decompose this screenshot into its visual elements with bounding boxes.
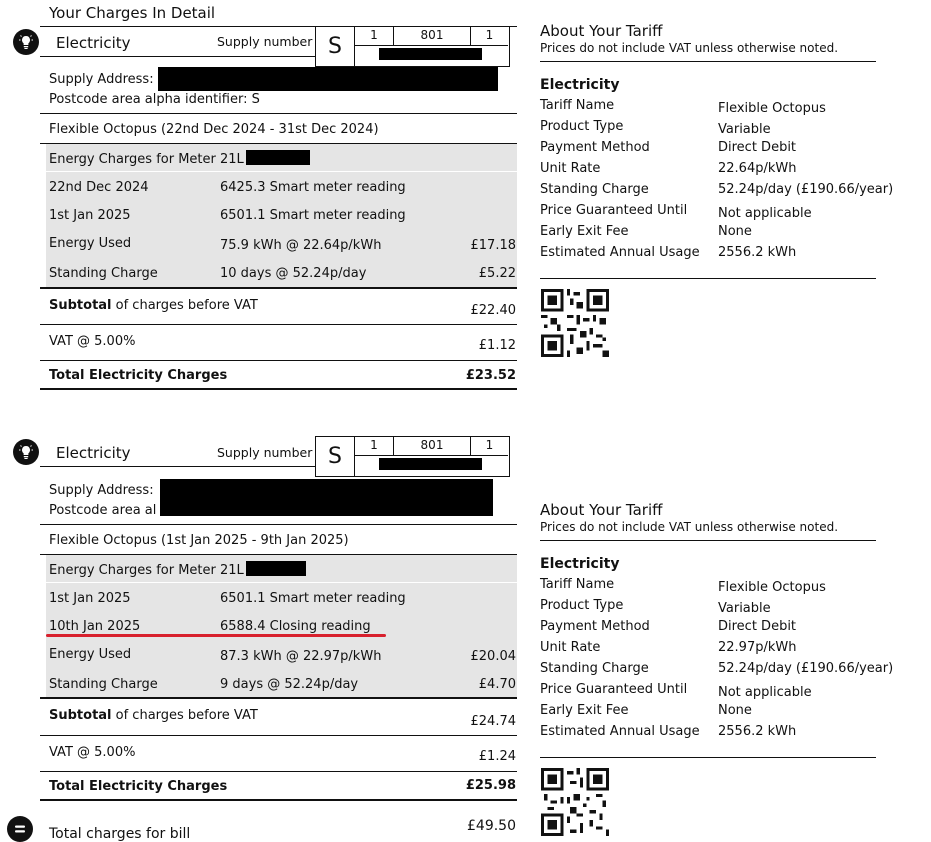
section-1-postcode-label: Postcode area alpha identifier: S	[49, 92, 260, 107]
section-1-total-amount: £23.52	[465, 368, 516, 383]
section-2-address-label: Supply Address:	[49, 483, 154, 498]
section-1-reading2-desc: 6501.1 Smart meter reading	[220, 208, 406, 223]
section-2-reading1-date: 1st Jan 2025	[49, 591, 131, 606]
supply-s-cell: S	[316, 437, 355, 476]
supply-cell-3: 1	[471, 437, 508, 456]
supply-cell-1: 1	[355, 437, 394, 456]
tariff-key: Unit Rate	[540, 640, 601, 655]
rule	[46, 171, 517, 172]
section-2-standing-amount: £4.70	[478, 677, 516, 692]
tariff-key: Payment Method	[540, 619, 650, 634]
redacted-supply-digits	[379, 48, 482, 60]
tariff-value: None	[718, 703, 752, 718]
tariff-2-title: About Your Tariff	[540, 501, 663, 519]
tariff-key: Estimated Annual Usage	[540, 724, 700, 739]
section-2-meter-label: Energy Charges for Meter 21L	[49, 563, 244, 578]
tariff-value: Not applicable	[718, 685, 812, 700]
supply-cell-3: 1	[471, 27, 508, 46]
section-2-subtotal-label	[49, 708, 258, 723]
section-1-meter-label: Energy Charges for Meter 21L	[49, 152, 244, 167]
redacted-meter	[246, 150, 310, 165]
tariff-value: 52.24p/day (£190.66/year)	[718, 182, 894, 197]
tariff-value: Flexible Octopus	[718, 580, 826, 595]
section-2-reading2-desc: 6588.4 Closing reading	[220, 619, 371, 634]
tariff-value: 52.24p/day (£190.66/year)	[718, 661, 894, 676]
section-2-reading1-desc: 6501.1 Smart meter reading	[220, 591, 406, 606]
tariff-1-title: About Your Tariff	[540, 22, 663, 40]
supply-cell-2: 801	[394, 27, 471, 46]
section-2-energy-label: Energy Used	[49, 647, 132, 662]
tariff-value: Variable	[718, 601, 771, 616]
rule	[40, 466, 315, 467]
section-1-supply-label: Supply number	[217, 34, 313, 49]
redacted-address	[158, 67, 498, 91]
rule	[40, 524, 517, 525]
bill-total-label: Total charges for bill	[49, 826, 191, 842]
section-1-period: Flexible Octopus (22nd Dec 2024 - 31st Dec 2024)	[49, 122, 379, 137]
rule	[540, 61, 876, 62]
tariff-value: 22.97p/kWh	[718, 640, 797, 655]
section-1-energy-amount: £17.18	[470, 238, 516, 253]
section-1-subtotal-label	[49, 298, 258, 313]
tariff-key: Tariff Name	[540, 98, 615, 113]
rule	[40, 113, 517, 114]
section-1-reading1-desc: 6425.3 Smart meter reading	[220, 180, 406, 195]
rule	[40, 324, 517, 325]
rule	[40, 56, 315, 57]
section-1-reading1-date: 22nd Dec 2024	[49, 180, 149, 195]
section-2-header: Electricity	[56, 444, 131, 462]
section-2-reading2-date: 10th Jan 2025	[49, 619, 141, 634]
rule	[40, 287, 517, 289]
equals-icon	[7, 816, 33, 842]
lightbulb-icon	[13, 439, 39, 465]
tariff-value: Direct Debit	[718, 140, 797, 155]
tariff-value: Direct Debit	[718, 619, 797, 634]
tariff-key: Price Guaranteed Until	[540, 682, 688, 697]
supply-s-cell: S	[316, 27, 355, 66]
rule	[540, 757, 876, 758]
section-1-address-label: Supply Address:	[49, 72, 154, 87]
rule	[540, 278, 876, 279]
section-1-energy-label: Energy Used	[49, 236, 132, 251]
tariff-key: Unit Rate	[540, 161, 601, 176]
rule	[40, 735, 517, 736]
tariff-key: Payment Method	[540, 140, 650, 155]
section-1-standing-desc: 10 days @ 52.24p/day	[220, 266, 367, 281]
rule	[40, 799, 517, 801]
subtotal-bold: Subtotal	[49, 298, 112, 313]
tariff-value: Variable	[718, 122, 771, 137]
redacted-address	[160, 479, 493, 516]
subtotal-bold: Subtotal	[49, 708, 112, 723]
tariff-key: Early Exit Fee	[540, 703, 629, 718]
section-1-header: Electricity	[56, 34, 131, 52]
section-2-total-amount: £25.98	[465, 778, 516, 793]
tariff-2-note: Prices do not include VAT unless otherwise noted.	[540, 520, 839, 534]
tariff-1-heading: Electricity	[540, 77, 620, 93]
section-1-standing-amount: £5.22	[478, 266, 516, 281]
page-title: Your Charges In Detail	[49, 4, 216, 22]
section-2-subtotal-amount: £24.74	[470, 714, 516, 729]
tariff-key: Estimated Annual Usage	[540, 245, 700, 260]
qr-code-2	[541, 768, 609, 836]
tariff-key: Early Exit Fee	[540, 224, 629, 239]
tariff-value: 2556.2 kWh	[718, 245, 797, 260]
tariff-key: Product Type	[540, 119, 624, 134]
lightbulb-icon	[13, 29, 39, 55]
rule	[40, 360, 517, 361]
section-1-vat-amount: £1.12	[478, 338, 516, 353]
tariff-1-note: Prices do not include VAT unless otherwise noted.	[540, 41, 839, 55]
qr-code-1	[541, 289, 609, 357]
subtotal-rest: of charges before VAT	[111, 708, 258, 723]
supply-cell-2: 801	[394, 437, 471, 456]
section-2-supply-number-box	[315, 436, 510, 477]
tariff-value: 22.64p/kWh	[718, 161, 797, 176]
section-2-standing-desc: 9 days @ 52.24p/day	[220, 677, 359, 692]
rule	[40, 771, 517, 772]
section-2-supply-label: Supply number	[217, 445, 313, 460]
section-2-vat-label: VAT @ 5.00%	[49, 745, 136, 760]
tariff-value: None	[718, 224, 752, 239]
tariff-key: Standing Charge	[540, 661, 649, 676]
section-1-reading2-date: 1st Jan 2025	[49, 208, 131, 223]
highlight-underline	[46, 634, 386, 637]
section-2-energy-desc: 87.3 kWh @ 22.97p/kWh	[220, 649, 382, 664]
section-1-total-label: Total Electricity Charges	[49, 368, 228, 383]
section-1-vat-label: VAT @ 5.00%	[49, 334, 136, 349]
subtotal-rest: of charges before VAT	[111, 298, 258, 313]
rule	[40, 388, 517, 390]
section-1-standing-label: Standing Charge	[49, 266, 158, 281]
redacted-meter	[246, 561, 306, 576]
bill-total-amount: £49.50	[467, 818, 516, 834]
redacted-supply-digits	[379, 458, 482, 470]
supply-cell-1: 1	[355, 27, 394, 46]
section-1-energy-desc: 75.9 kWh @ 22.64p/kWh	[220, 238, 382, 253]
tariff-key: Product Type	[540, 598, 624, 613]
section-1-subtotal-amount: £22.40	[470, 303, 516, 318]
section-2-postcode-label: Postcode area al	[49, 503, 157, 518]
section-1-supply-number-box	[315, 26, 510, 67]
section-2-period: Flexible Octopus (1st Jan 2025 - 9th Jan 2025)	[49, 533, 349, 548]
tariff-2-heading: Electricity	[540, 556, 620, 572]
tariff-key: Tariff Name	[540, 577, 615, 592]
section-2-total-label: Total Electricity Charges	[49, 779, 228, 794]
section-2-vat-amount: £1.24	[478, 749, 516, 764]
tariff-key: Standing Charge	[540, 182, 649, 197]
tariff-value: Not applicable	[718, 206, 812, 221]
tariff-value: 2556.2 kWh	[718, 724, 797, 739]
tariff-value: Flexible Octopus	[718, 101, 826, 116]
rule	[46, 582, 517, 583]
section-2-energy-amount: £20.04	[470, 649, 516, 664]
section-2-standing-label: Standing Charge	[49, 677, 158, 692]
tariff-key: Price Guaranteed Until	[540, 203, 688, 218]
rule	[40, 697, 517, 699]
rule	[540, 540, 876, 541]
